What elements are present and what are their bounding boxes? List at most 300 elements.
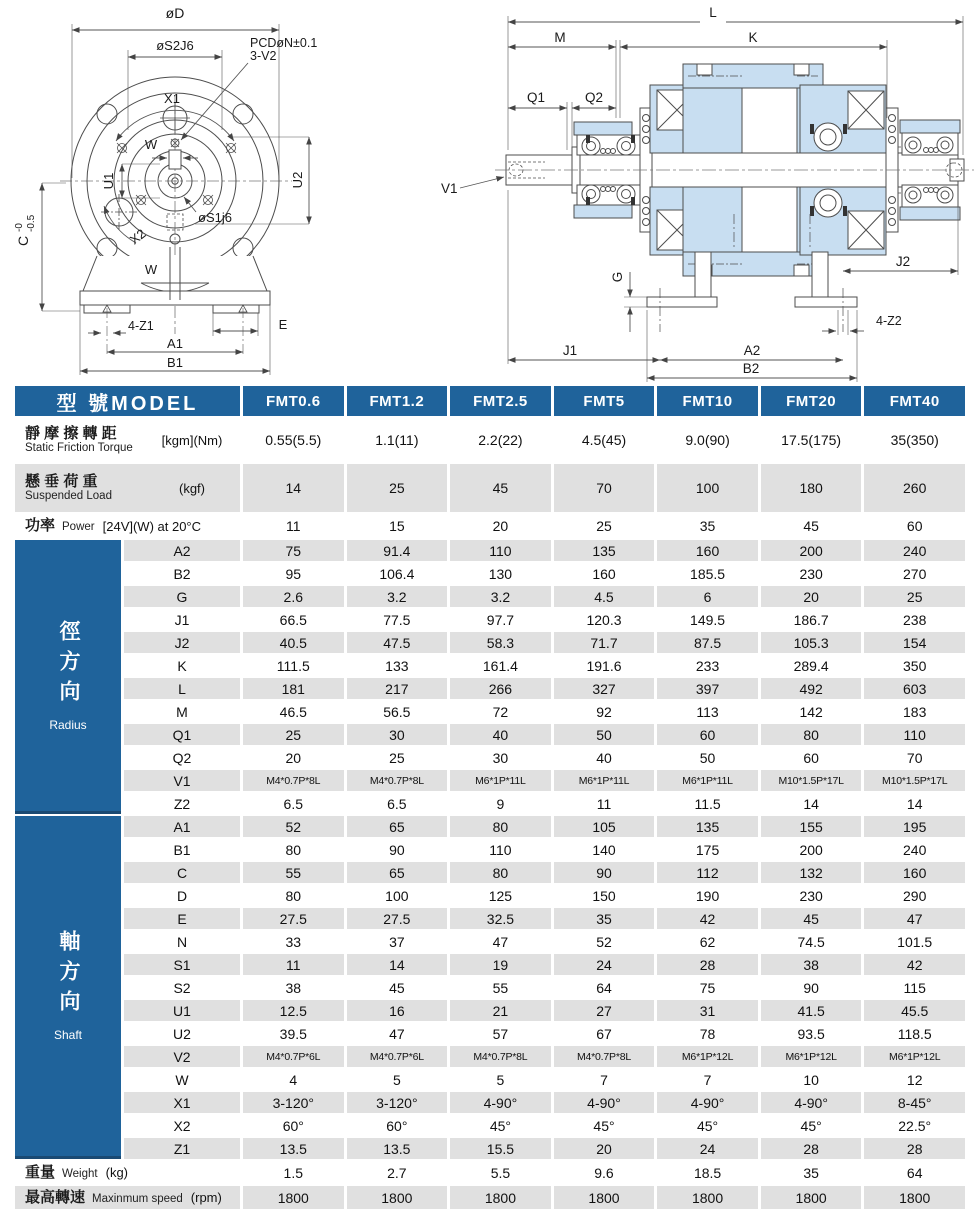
cell-C-FMT5: 90 [554, 862, 655, 883]
cell-S2-FMT5: 64 [554, 977, 655, 998]
param-row-X2 [124, 1115, 965, 1136]
cell-S1-FMT5: 24 [554, 954, 655, 975]
param-label-Z2: Z2 [124, 793, 240, 814]
dim-label-m: M [554, 30, 566, 45]
param-row-W [124, 1069, 965, 1090]
param-label-V1: V1 [124, 770, 240, 791]
cell-A2-FMT1.2: 91.4 [347, 540, 448, 561]
cell-U1-FMT20: 41.5 [761, 1000, 862, 1021]
section-panel-shaft [15, 816, 121, 1159]
cell-M-FMT20: 142 [761, 701, 862, 722]
cell-V1-FMT0.6: M4*0.7P*8L [243, 770, 344, 791]
dim-label-x1: X1 [164, 91, 180, 106]
cell-S2-FMT40: 115 [864, 977, 965, 998]
cell-M-FMT0.6: 46.5 [243, 701, 344, 722]
param-row-J1 [124, 609, 965, 630]
param-row-Z2 [124, 793, 965, 814]
cell-Q1-FMT20: 80 [761, 724, 862, 745]
cell-N-FMT1.2: 37 [347, 931, 448, 952]
cell-A2-FMT0.6: 75 [243, 540, 344, 561]
param-label-L: L [124, 678, 240, 699]
cell-X2-FMT40: 22.5° [864, 1115, 965, 1136]
cell-M-FMT1.2: 56.5 [347, 701, 448, 722]
cell-load-FMT1.2: 25 [347, 464, 448, 512]
param-row-S2 [124, 977, 965, 998]
cell-J2-FMT2.5: 58.3 [450, 632, 551, 653]
dim-label-g: G [610, 271, 625, 283]
row-label-en: Power [62, 521, 95, 534]
cell-X1-FMT2.5: 4-90° [450, 1092, 551, 1113]
dim-label-q2: Q2 [584, 90, 604, 105]
param-label-E: E [124, 908, 240, 929]
row-label-weight [15, 1161, 240, 1184]
row-label-text [25, 517, 95, 534]
cell-V1-FMT20: M10*1.5P*17L [761, 770, 862, 791]
cell-X2-FMT10: 45° [657, 1115, 758, 1136]
drawings-svg [0, 0, 980, 386]
cell-power-FMT0.6: 11 [243, 514, 344, 538]
cell-Q1-FMT40: 110 [864, 724, 965, 745]
dim-label-3v2: 3-V2 [250, 49, 277, 63]
cell-U1-FMT2.5: 21 [450, 1000, 551, 1021]
row-label-unit: (rpm) [190, 1190, 222, 1205]
cell-M-FMT5: 92 [554, 701, 655, 722]
cell-J1-FMT0.6: 66.5 [243, 609, 344, 630]
param-label-U1: U1 [124, 1000, 240, 1021]
section-title-en: Radius [49, 717, 87, 732]
dimension-drawings [0, 0, 980, 386]
dim-label-u1: U1 [101, 172, 116, 190]
cell-W-FMT10: 7 [657, 1069, 758, 1090]
cell-D-FMT0.6: 80 [243, 885, 344, 906]
dim-label-l: L [709, 5, 717, 20]
cell-A1-FMT2.5: 80 [450, 816, 551, 837]
param-row-A2 [124, 540, 965, 561]
cell-load-FMT0.6: 14 [243, 464, 344, 512]
cell-J2-FMT0.6: 40.5 [243, 632, 344, 653]
cell-B1-FMT5: 140 [554, 839, 655, 860]
cell-Z1-FMT40: 28 [864, 1138, 965, 1159]
row-label-zh: 懸 垂 荷 重 [25, 472, 98, 490]
cell-V2-FMT5: M4*0.7P*8L [554, 1046, 655, 1067]
param-row-U2 [124, 1023, 965, 1044]
cell-S1-FMT10: 28 [657, 954, 758, 975]
cell-Z2-FMT0.6: 6.5 [243, 793, 344, 814]
spec-row-weight [15, 1161, 965, 1184]
row-label-load [15, 464, 240, 512]
section-title-en: Shaft [53, 1028, 83, 1042]
cell-V2-FMT40: M6*1P*12L [864, 1046, 965, 1067]
cell-X2-FMT5: 45° [554, 1115, 655, 1136]
cell-X1-FMT1.2: 3-120° [347, 1092, 448, 1113]
cell-C-FMT2.5: 80 [450, 862, 551, 883]
cell-K-FMT10: 233 [657, 655, 758, 676]
param-row-V1 [124, 770, 965, 791]
cell-X1-FMT5: 4-90° [554, 1092, 655, 1113]
cell-Z1-FMT0.6: 13.5 [243, 1138, 344, 1159]
cell-M-FMT10: 113 [657, 701, 758, 722]
cell-X1-FMT0.6: 3-120° [243, 1092, 344, 1113]
cell-Q2-FMT1.2: 25 [347, 747, 448, 768]
cell-weight-FMT5: 9.6 [554, 1161, 655, 1184]
row-label-zh: 重量 [25, 1163, 56, 1181]
row-label-speed [15, 1186, 240, 1209]
param-label-B2: B2 [124, 563, 240, 584]
cell-B2-FMT1.2: 106.4 [347, 563, 448, 584]
cell-L-FMT2.5: 266 [450, 678, 551, 699]
row-label-unit: (kg) [105, 1165, 128, 1180]
dim-label-b1: B1 [167, 355, 183, 370]
cell-A1-FMT5: 105 [554, 816, 655, 837]
param-row-Q1 [124, 724, 965, 745]
cell-A2-FMT10: 160 [657, 540, 758, 561]
dim-label-pcd: PCDøN±0.1 [250, 36, 318, 50]
cell-V1-FMT10: M6*1P*11L [657, 770, 758, 791]
cell-weight-FMT40: 64 [864, 1161, 965, 1184]
cell-G-FMT1.2: 3.2 [347, 586, 448, 607]
cell-M-FMT2.5: 72 [450, 701, 551, 722]
param-row-G [124, 586, 965, 607]
cell-E-FMT0.6: 27.5 [243, 908, 344, 929]
cell-B1-FMT40: 240 [864, 839, 965, 860]
cell-S1-FMT0.6: 11 [243, 954, 344, 975]
cell-Z1-FMT2.5: 15.5 [450, 1138, 551, 1159]
cell-Q1-FMT1.2: 30 [347, 724, 448, 745]
param-label-U2: U2 [124, 1023, 240, 1044]
cell-Z2-FMT5: 11 [554, 793, 655, 814]
cell-G-FMT5: 4.5 [554, 586, 655, 607]
cell-G-FMT2.5: 3.2 [450, 586, 551, 607]
cell-B2-FMT0.6: 95 [243, 563, 344, 584]
cell-Q1-FMT2.5: 40 [450, 724, 551, 745]
cell-Q1-FMT5: 50 [554, 724, 655, 745]
cell-K-FMT1.2: 133 [347, 655, 448, 676]
spec-row-speed [15, 1186, 965, 1209]
cell-load-FMT20: 180 [761, 464, 862, 512]
param-label-X1: X1 [124, 1092, 240, 1113]
cell-L-FMT5: 327 [554, 678, 655, 699]
cell-V1-FMT40: M10*1.5P*17L [864, 770, 965, 791]
cell-G-FMT10: 6 [657, 586, 758, 607]
cell-C-FMT1.2: 65 [347, 862, 448, 883]
cell-N-FMT2.5: 47 [450, 931, 551, 952]
cell-B1-FMT1.2: 90 [347, 839, 448, 860]
param-label-M: M [124, 701, 240, 722]
cell-Z1-FMT20: 28 [761, 1138, 862, 1159]
model-header-FMT40: FMT40 [864, 386, 965, 416]
cell-D-FMT5: 150 [554, 885, 655, 906]
cell-torque-FMT1.2: 1.1(11) [347, 418, 448, 462]
dim-label-c-tol-bottom: -0.5 [26, 214, 37, 232]
cell-X2-FMT0.6: 60° [243, 1115, 344, 1136]
cell-Q2-FMT2.5: 30 [450, 747, 551, 768]
row-label-text [25, 1164, 98, 1181]
param-label-B1: B1 [124, 839, 240, 860]
cell-A2-FMT5: 135 [554, 540, 655, 561]
cell-V2-FMT1.2: M4*0.7P*6L [347, 1046, 448, 1067]
cell-power-FMT1.2: 15 [347, 514, 448, 538]
param-label-S2: S2 [124, 977, 240, 998]
param-label-J2: J2 [124, 632, 240, 653]
cell-load-FMT40: 260 [864, 464, 965, 512]
param-label-K: K [124, 655, 240, 676]
row-label-text [25, 473, 144, 503]
param-label-N: N [124, 931, 240, 952]
row-label-en: Weight [62, 1167, 98, 1180]
cell-weight-FMT10: 18.5 [657, 1161, 758, 1184]
row-label-en: Static Friction Torque [25, 442, 133, 455]
cell-power-FMT5: 25 [554, 514, 655, 538]
cell-K-FMT20: 289.4 [761, 655, 862, 676]
cell-G-FMT40: 25 [864, 586, 965, 607]
cell-J1-FMT5: 120.3 [554, 609, 655, 630]
cell-N-FMT10: 62 [657, 931, 758, 952]
cell-power-FMT10: 35 [657, 514, 758, 538]
cell-torque-FMT5: 4.5(45) [554, 418, 655, 462]
cell-V2-FMT20: M6*1P*12L [761, 1046, 862, 1067]
row-label-zh: 最高轉速 [25, 1188, 86, 1206]
cell-torque-FMT0.6: 0.55(5.5) [243, 418, 344, 462]
cell-J2-FMT40: 154 [864, 632, 965, 653]
cell-U2-FMT40: 118.5 [864, 1023, 965, 1044]
cell-E-FMT10: 42 [657, 908, 758, 929]
cell-J1-FMT10: 149.5 [657, 609, 758, 630]
cell-U2-FMT20: 93.5 [761, 1023, 862, 1044]
param-label-X2: X2 [124, 1115, 240, 1136]
param-row-B1 [124, 839, 965, 860]
section-title-zh: 軸方向 [57, 930, 80, 1020]
cell-weight-FMT20: 35 [761, 1161, 862, 1184]
cell-V2-FMT0.6: M4*0.7P*6L [243, 1046, 344, 1067]
cell-V2-FMT2.5: M4*0.7P*8L [450, 1046, 551, 1067]
cell-load-FMT2.5: 45 [450, 464, 551, 512]
cell-J1-FMT40: 238 [864, 609, 965, 630]
cell-S2-FMT10: 75 [657, 977, 758, 998]
cell-V2-FMT10: M6*1P*12L [657, 1046, 758, 1067]
cell-L-FMT10: 397 [657, 678, 758, 699]
section-shaft [15, 816, 965, 1159]
cell-N-FMT20: 74.5 [761, 931, 862, 952]
dim-label-b2: B2 [742, 361, 760, 376]
param-label-Z1: Z1 [124, 1138, 240, 1159]
cell-X2-FMT1.2: 60° [347, 1115, 448, 1136]
model-header-FMT10: FMT10 [657, 386, 758, 416]
front-view-drawing [60, 77, 292, 334]
cell-B2-FMT20: 230 [761, 563, 862, 584]
model-header-FMT1.2: FMT1.2 [347, 386, 448, 416]
row-label-unit: [24V](W) at 20°C [102, 518, 202, 534]
cell-B2-FMT5: 160 [554, 563, 655, 584]
cell-weight-FMT1.2: 2.7 [347, 1161, 448, 1184]
cell-N-FMT5: 52 [554, 931, 655, 952]
cell-X1-FMT20: 4-90° [761, 1092, 862, 1113]
dim-label-v1: V1 [441, 181, 458, 196]
row-label-zh: 功率 [25, 517, 56, 535]
param-label-C: C [124, 862, 240, 883]
model-header-FMT20: FMT20 [761, 386, 862, 416]
cell-J2-FMT1.2: 47.5 [347, 632, 448, 653]
cell-S1-FMT2.5: 19 [450, 954, 551, 975]
cell-N-FMT0.6: 33 [243, 931, 344, 952]
front-view-labels [14, 5, 317, 370]
cell-U1-FMT1.2: 16 [347, 1000, 448, 1021]
param-row-A1 [124, 816, 965, 837]
row-label-power [15, 514, 240, 538]
cell-U2-FMT5: 67 [554, 1023, 655, 1044]
cell-E-FMT2.5: 32.5 [450, 908, 551, 929]
dim-label-4z1: 4-Z1 [128, 319, 154, 333]
param-row-L [124, 678, 965, 699]
param-label-V2: V2 [124, 1046, 240, 1067]
cell-A1-FMT1.2: 65 [347, 816, 448, 837]
row-label-unit: [kgm](Nm) [161, 432, 223, 448]
cell-B1-FMT2.5: 110 [450, 839, 551, 860]
cell-J2-FMT5: 71.7 [554, 632, 655, 653]
cell-B1-FMT10: 175 [657, 839, 758, 860]
cell-K-FMT5: 191.6 [554, 655, 655, 676]
cell-speed-FMT2.5: 1800 [450, 1186, 551, 1209]
cell-A1-FMT40: 195 [864, 816, 965, 837]
spec-table [15, 386, 965, 1209]
section-title-zh: 徑方向 [57, 619, 80, 710]
cell-A1-FMT0.6: 52 [243, 816, 344, 837]
section-rows [124, 816, 965, 1159]
cell-A2-FMT20: 200 [761, 540, 862, 561]
cell-speed-FMT5: 1800 [554, 1186, 655, 1209]
dim-label-q1: Q1 [526, 90, 546, 105]
cell-W-FMT2.5: 5 [450, 1069, 551, 1090]
row-label-en: Suspended Load [25, 490, 112, 503]
cell-D-FMT40: 290 [864, 885, 965, 906]
cell-L-FMT20: 492 [761, 678, 862, 699]
cell-X2-FMT2.5: 45° [450, 1115, 551, 1136]
dim-label-e: E [278, 317, 288, 332]
row-label-torque [15, 418, 240, 462]
cell-A1-FMT10: 135 [657, 816, 758, 837]
section-panel-radius [15, 540, 121, 814]
cell-Q2-FMT5: 40 [554, 747, 655, 768]
cell-A1-FMT20: 155 [761, 816, 862, 837]
cell-W-FMT5: 7 [554, 1069, 655, 1090]
cell-S1-FMT20: 38 [761, 954, 862, 975]
cell-U2-FMT10: 78 [657, 1023, 758, 1044]
cell-W-FMT20: 10 [761, 1069, 862, 1090]
model-header-label: 型 號MODEL [15, 386, 240, 416]
param-row-S1 [124, 954, 965, 975]
param-label-D: D [124, 885, 240, 906]
dim-label-c: C [15, 235, 31, 246]
cell-U2-FMT2.5: 57 [450, 1023, 551, 1044]
model-header-FMT5: FMT5 [554, 386, 655, 416]
cell-L-FMT0.6: 181 [243, 678, 344, 699]
cell-torque-FMT40: 35(350) [864, 418, 965, 462]
cell-A2-FMT2.5: 110 [450, 540, 551, 561]
cell-Q2-FMT20: 60 [761, 747, 862, 768]
cell-S1-FMT1.2: 14 [347, 954, 448, 975]
cell-E-FMT40: 47 [864, 908, 965, 929]
cell-K-FMT2.5: 161.4 [450, 655, 551, 676]
row-label-en: Maxinmum speed [92, 1192, 183, 1205]
cell-K-FMT0.6: 111.5 [243, 655, 344, 676]
spec-row-load [15, 464, 965, 512]
spec-row-torque [15, 418, 965, 462]
dim-label-s2j6: øS2J6 [156, 38, 194, 53]
cell-S2-FMT20: 90 [761, 977, 862, 998]
param-row-J2 [124, 632, 965, 653]
cell-W-FMT40: 12 [864, 1069, 965, 1090]
cell-B2-FMT2.5: 130 [450, 563, 551, 584]
cell-Q1-FMT0.6: 25 [243, 724, 344, 745]
cell-S1-FMT40: 42 [864, 954, 965, 975]
cell-B2-FMT40: 270 [864, 563, 965, 584]
dim-label-4z2: 4-Z2 [876, 314, 902, 328]
param-label-G: G [124, 586, 240, 607]
model-header-FMT2.5: FMT2.5 [450, 386, 551, 416]
cell-W-FMT1.2: 5 [347, 1069, 448, 1090]
param-row-K [124, 655, 965, 676]
param-row-U1 [124, 1000, 965, 1021]
param-label-S1: S1 [124, 954, 240, 975]
section-rows [124, 540, 965, 814]
param-label-J1: J1 [124, 609, 240, 630]
cell-D-FMT1.2: 100 [347, 885, 448, 906]
row-label-unit: (kgf) [179, 480, 205, 496]
cell-W-FMT0.6: 4 [243, 1069, 344, 1090]
dim-label-k: K [748, 30, 758, 45]
param-label-A2: A2 [124, 540, 240, 561]
cell-torque-FMT10: 9.0(90) [657, 418, 758, 462]
cell-G-FMT20: 20 [761, 586, 862, 607]
cell-K-FMT40: 350 [864, 655, 965, 676]
cell-speed-FMT40: 1800 [864, 1186, 965, 1209]
cell-L-FMT1.2: 217 [347, 678, 448, 699]
cell-X1-FMT40: 8-45° [864, 1092, 965, 1113]
cell-V1-FMT2.5: M6*1P*11L [450, 770, 551, 791]
cell-J1-FMT1.2: 77.5 [347, 609, 448, 630]
dim-label-w-bottom: W [144, 262, 158, 277]
row-label-text [25, 1189, 183, 1206]
cell-L-FMT40: 603 [864, 678, 965, 699]
cell-Q1-FMT10: 60 [657, 724, 758, 745]
cell-C-FMT10: 112 [657, 862, 758, 883]
cell-Q2-FMT40: 70 [864, 747, 965, 768]
dim-label-a2: A2 [743, 343, 761, 358]
cell-Z1-FMT10: 24 [657, 1138, 758, 1159]
cell-Z1-FMT5: 20 [554, 1138, 655, 1159]
cell-V1-FMT1.2: M4*0.7P*8L [347, 770, 448, 791]
row-label-text [25, 425, 144, 455]
cell-Z2-FMT2.5: 9 [450, 793, 551, 814]
param-row-M [124, 701, 965, 722]
cell-Z2-FMT10: 11.5 [657, 793, 758, 814]
cell-speed-FMT10: 1800 [657, 1186, 758, 1209]
param-label-Q1: Q1 [124, 724, 240, 745]
model-header-FMT0.6: FMT0.6 [243, 386, 344, 416]
cell-E-FMT20: 45 [761, 908, 862, 929]
dim-label-a1: A1 [167, 336, 183, 351]
section-radius [15, 540, 965, 814]
dim-label-u2: U2 [290, 171, 305, 189]
param-row-Z1 [124, 1138, 965, 1159]
cell-U1-FMT40: 45.5 [864, 1000, 965, 1021]
cell-speed-FMT20: 1800 [761, 1186, 862, 1209]
cell-power-FMT2.5: 20 [450, 514, 551, 538]
front-view-dimensions [42, 24, 504, 375]
dim-label-s1j6: øS1j6 [198, 210, 232, 225]
dim-label-c-tol-top: -0 [14, 223, 25, 232]
dim-label-od: øD [165, 5, 185, 21]
cell-J2-FMT10: 87.5 [657, 632, 758, 653]
